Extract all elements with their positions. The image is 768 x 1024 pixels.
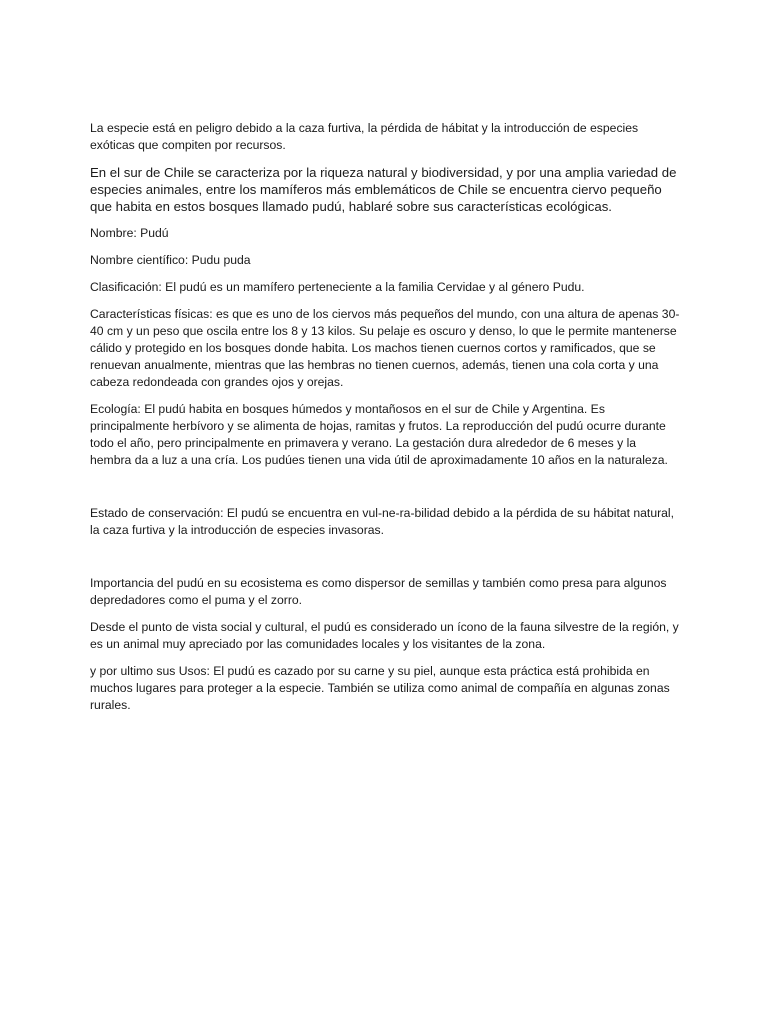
paragraph-scientific-name: Nombre científico: Pudu puda [90,253,251,267]
paragraph-threats: La especie está en peligro debido a la caza furtiva, la pérdida de hábitat y la introducción de especies exóticas que compiten por recursos. [90,121,639,152]
paragraph-ecology: Ecología: El pudú habita en bosques húmedos y montañosos en el sur de Chile y Argentina. Es principalmente herbívoro y se alimenta de hojas, ramitas y frutos. La reproducción del pudú ocurre durante todo el año, pero principalmente en primavera y verano. La gestación dura alrededor de 6 meses y la hembra da a luz a una cría. Los pudúes tienen una vida útil de aproximadamente 10 años en la naturaleza. [90,402,668,467]
paragraph-uses: y por ultimo sus Usos: El pudú es cazado por su carne y su piel, aunque esta práctica está prohibida en muchos lugares para proteger a la especie. También se utiliza como animal de compañía en algunas zonas rurales. [90,664,670,712]
paragraph-physical-traits: Características físicas: es que es uno de los ciervos más pequeños del mundo, con una altura de apenas 30-40 cm y un peso que oscila entre los 8 y 13 kilos. Su pelaje es oscuro y denso, lo que le permite mantenerse cálido y protegido en los bosques donde habita. Los machos tienen cuernos cortos y ramificados, que se renuevan anualmente, mientras que las hembras no tienen cuernos, además, tienen una cola corta y una cabeza redondeada con grandes ojos y orejas. [90,307,680,389]
blank-line [90,479,680,505]
paragraph-cultural: Desde el punto de vista social y cultural, el pudú es considerado un ícono de la fauna silvestre de la región, y es un animal muy apreciado por las comunidades locales y los visitantes de la zona. [90,620,679,651]
paragraph-intro: En el sur de Chile se caracteriza por la riqueza natural y biodiversidad, y por una amplia variedad de especies animales, entre los mamíferos más emblemáticos de Chile se encuentra ciervo pequeño que habita en estos bosques llamado pudú, hablaré sobre sus características ecológicas. [90,165,677,214]
paragraph-classification: Clasificación: El pudú es un mamífero perteneciente a la familia Cervidae y al género Pudu. [90,280,585,294]
paragraph-importance: Importancia del pudú en su ecosistema es como dispersor de semillas y también como presa para algunos depredadores como el puma y el zorro. [90,576,667,607]
document-body [90,120,680,724]
blank-line [90,549,680,575]
paragraph-name: Nombre: Pudú [90,226,169,240]
paragraph-conservation: Estado de conservación: El pudú se encuentra en vul-ne-ra-bilidad debido a la pérdida de su hábitat natural, la caza furtiva y la introducción de especies invasoras. [90,506,675,537]
